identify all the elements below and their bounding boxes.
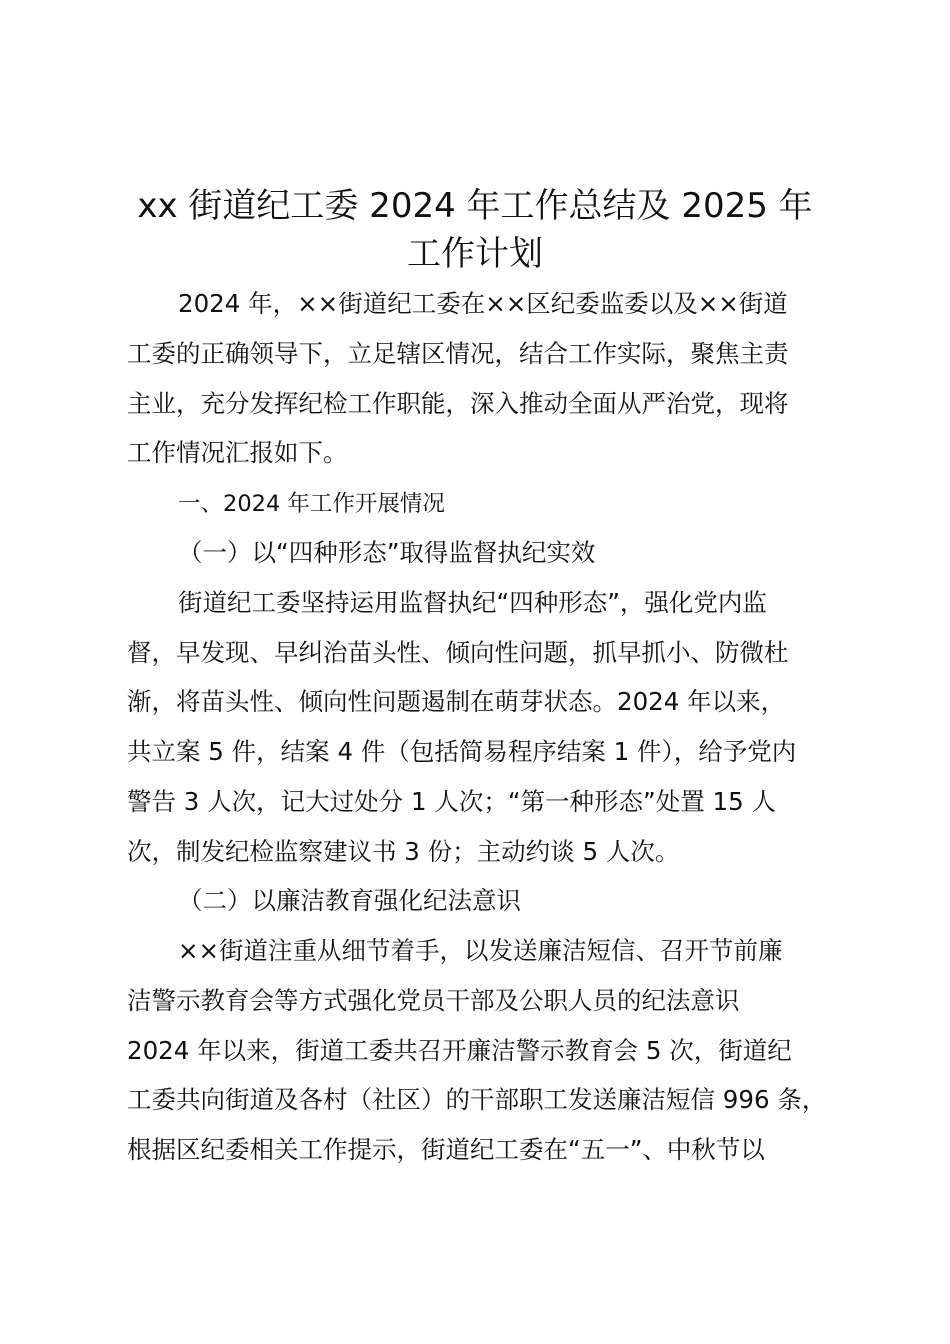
paragraph-intro-line-2: 工委的正确领导下，立足辖区情况，结合工作实际，聚焦主责 <box>127 339 789 368</box>
paragraph-intro-line-3: 主业，充分发挥纪检工作职能，深入推动全面从严治党，现将 <box>127 389 789 418</box>
paragraph-2-line-2: 洁警示教育会等方式强化党员干部及公职人员的纪法意识 <box>127 986 740 1015</box>
paragraph-2-line-3: 2024 年以来，街道工委共召开廉洁警示教育会 5 次，街道纪 <box>127 1036 792 1065</box>
paragraph-1-line-6: 次，制发纪检监察建议书 3 份；主动约谈 5 人次。 <box>127 837 680 866</box>
subsection-heading-1: （一）以“四种形态”取得监督执纪实效 <box>178 538 596 567</box>
paragraph-2-line-4: 工委共向街道及各村（社区）的干部职工发送廉洁短信 996 条， <box>127 1085 827 1114</box>
paragraph-intro-line-1: 2024 年，××街道纪工委在××区纪委监委以及××街道 <box>178 289 788 318</box>
document-title-line-2: 工作计划 <box>407 234 543 274</box>
document-title-line-1: xx 街道纪工委 2024 年工作总结及 2025 年 <box>137 186 813 226</box>
paragraph-1-line-5: 警告 3 人次，记大过处分 1 人次；“第一种形态”处置 15 人 <box>127 787 776 816</box>
paragraph-2-line-1: ××街道注重从细节着手，以发送廉洁短信、召开节前廉 <box>178 936 783 965</box>
paragraph-1-line-3: 渐，将苗头性、倾向性问题遏制在萌芽状态。2024 年以来， <box>127 687 786 716</box>
section-heading-1: 一、2024 年工作开展情况 <box>178 491 445 517</box>
paragraph-1-line-4: 共立案 5 件，结案 4 件（包括简易程序结案 1 件），给予党内 <box>127 737 797 766</box>
paragraph-2-line-5: 根据区纪委相关工作提示，街道纪工委在“五一”、中秋节以 <box>127 1135 765 1164</box>
paragraph-1-line-1: 街道纪工委坚持运用监督执纪“四种形态”，强化党内监 <box>178 588 767 617</box>
subsection-heading-2: （二）以廉洁教育强化纪法意识 <box>178 886 521 915</box>
paragraph-1-line-2: 督，早发现、早纠治苗头性、倾向性问题，抓早抓小、防微杜 <box>127 638 789 667</box>
paragraph-intro-line-4: 工作情况汇报如下。 <box>127 438 348 467</box>
